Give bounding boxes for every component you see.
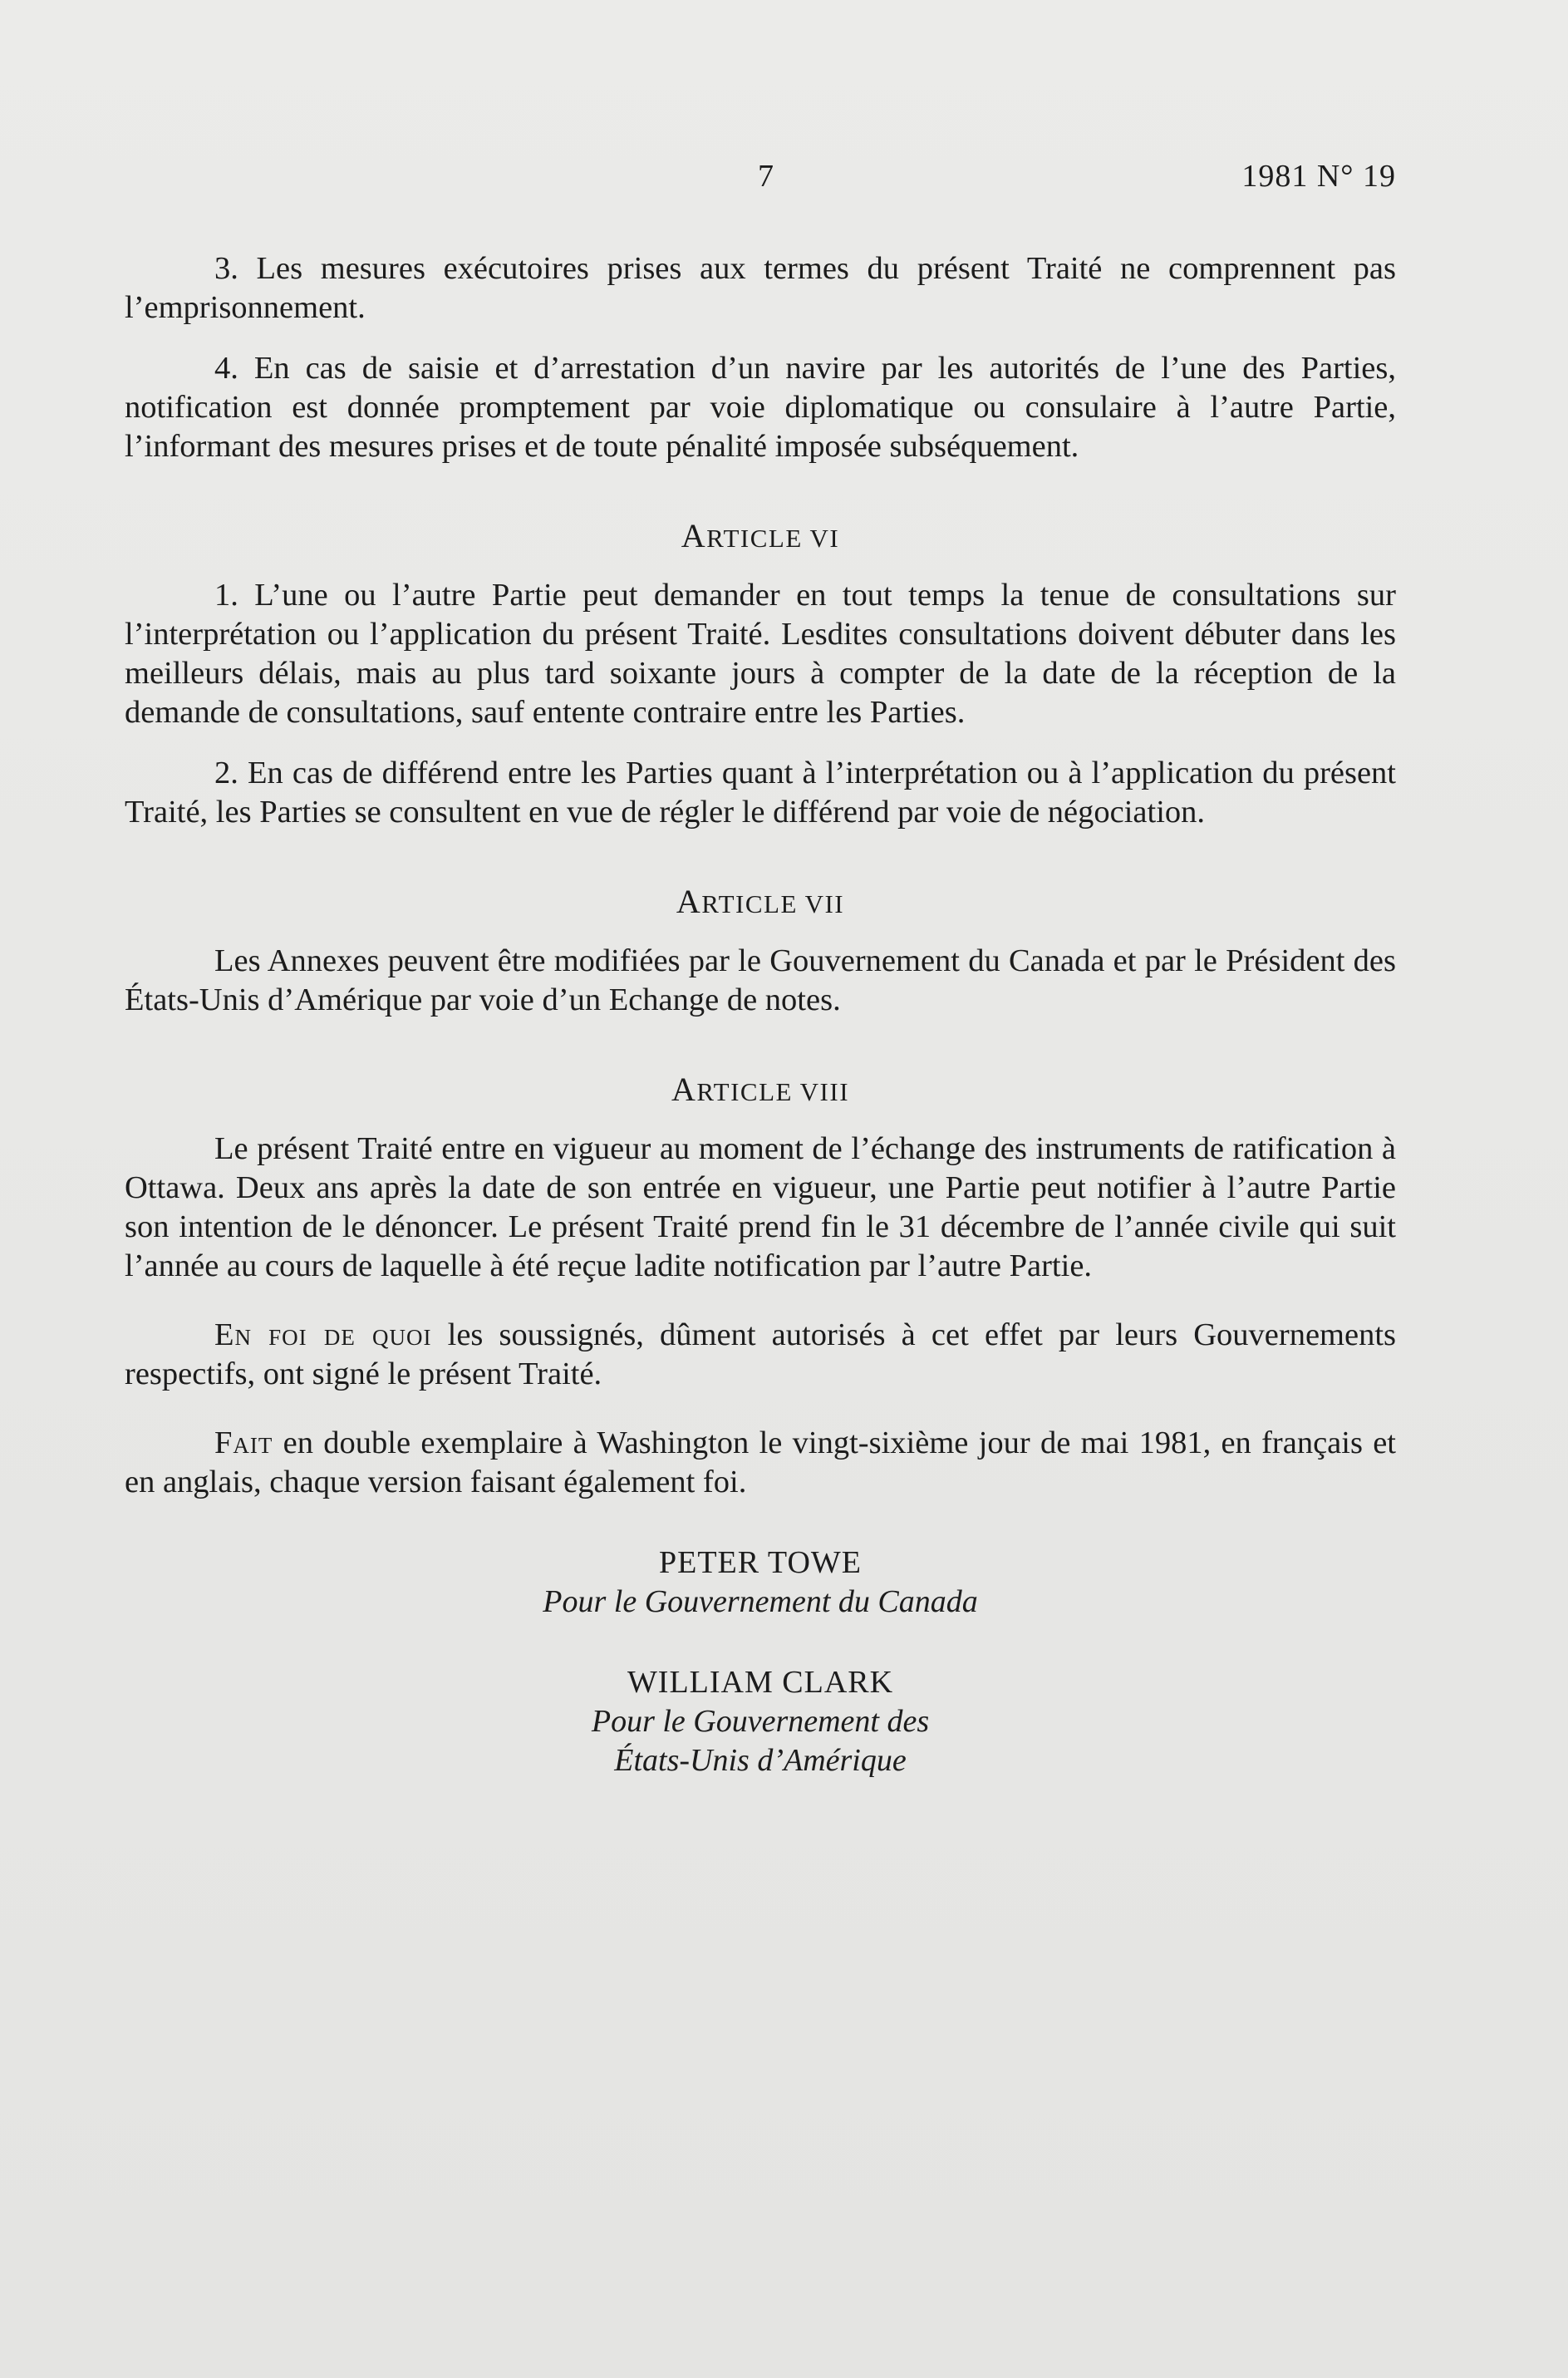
witness-lead: En foi de quoi: [214, 1317, 432, 1352]
signature-united-states: [125, 1663, 1396, 1780]
witness-clause: [125, 1316, 1396, 1394]
signatory-name: PETER TOWE: [659, 1545, 862, 1580]
article-viii-heading-initial: A: [671, 1071, 697, 1108]
article-viii-heading-rest: RTICLE VIII: [696, 1077, 850, 1106]
signatory-title-line-1: Pour le Gouvernement des: [591, 1704, 930, 1739]
signatory-title: Pour le Gouvernement du Canada: [543, 1584, 978, 1619]
article-vi-heading-initial: A: [681, 517, 707, 554]
page-number: 7: [758, 159, 774, 194]
article-vi-paragraph-2: 2. En cas de différend entre les Parties quant à l’interprétation ou à l’application du présent Traité, les Parties se consultent en vue de régler le différend par voie de négociation.: [125, 756, 1396, 830]
article-vii-paragraph-1: Les Annexes peuvent être modifiées par le Gouvernement du Canada et par le Président des États-Unis d’Amérique par voie d’un Echange de notes.: [125, 943, 1396, 1017]
document-reference: 1981 N° 19: [1241, 159, 1396, 194]
done-clause: [125, 1424, 1396, 1502]
treaty-text: [125, 249, 1396, 1780]
signatory-name: WILLIAM CLARK: [627, 1665, 894, 1700]
article-v-paragraph-4: 4. En cas de saisie et d’arrestation d’un navire par les autorités de l’une des Parties, notification est donnée promptement par voie diplomatique ou consulaire à l’autre Partie, l’informant des mesures prises et de toute pénalité imposée subséquement.: [125, 351, 1396, 464]
article-vi-paragraph-1: 1. L’une ou l’autre Partie peut demander en tout temps la tenue de consultations sur l’interprétation ou l’application du présent Traité. Lesdites consultations doivent débuter dans les meilleurs délais, mais au plus tard soixante jours à compter de la date de la réception de la demande de consultations, sauf entente contraire entre les Parties.: [125, 578, 1396, 730]
page-header: [0, 158, 1568, 208]
article-v-paragraph-3: 3. Les mesures exécutoires prises aux termes du présent Traité ne comprennent pas l’emprisonnement.: [125, 251, 1396, 325]
article-vi-heading: [125, 516, 1396, 558]
article-viii-paragraph-1: Le présent Traité entre en vigueur au moment de l’échange des instruments de ratification à Ottawa. Deux ans après la date de son entrée en vigueur, une Partie peut notifier à l’autre Partie son intention de le dénoncer. Le présent Traité prend fin le 31 décembre de l’année civile qui suit l’année au cours de laquelle à été reçue ladite notification par l’autre Partie.: [125, 1131, 1396, 1283]
article-vii-heading: [125, 882, 1396, 923]
signatory-title-line-2: États-Unis d’Amérique: [614, 1743, 907, 1778]
article-viii-heading: [125, 1070, 1396, 1111]
done-text: en double exemplaire à Washington le vingt-sixième jour de mai 1981, en français et en anglais, chaque version faisant également foi.: [125, 1425, 1396, 1499]
witness-text: les soussignés, dûment autorisés à cet effet par leurs Gouvernements respectifs, ont signé le présent Traité.: [125, 1317, 1396, 1391]
article-vii-heading-initial: A: [676, 883, 702, 920]
done-lead: Fait: [214, 1425, 273, 1460]
article-vii-heading-rest: RTICLE VII: [701, 889, 845, 918]
article-vi-heading-rest: RTICLE VI: [706, 524, 840, 553]
signature-canada: [125, 1543, 1396, 1622]
